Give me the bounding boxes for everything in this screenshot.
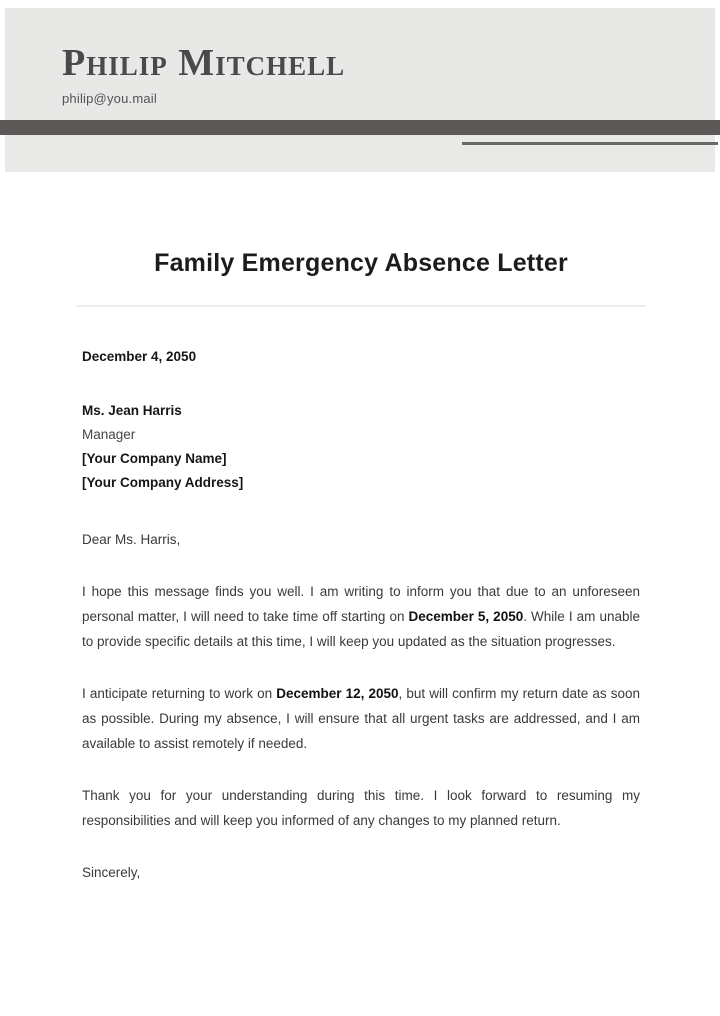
recipient-name: Ms. Jean Harris [82, 403, 182, 418]
letterhead [5, 8, 715, 120]
closing: Sincerely, [82, 865, 141, 880]
recipient-role: Manager [82, 427, 136, 442]
paragraph-1-text: I hope this message finds you well. I am writing to inform you that due to an unforeseen personal matter, I will need to take time off starting on [82, 584, 640, 624]
paragraph-1-bold-date: December 5, 2050 [408, 609, 524, 624]
recipient-company-address: [Your Company Address] [82, 475, 244, 490]
paragraph-1 [82, 579, 640, 654]
paragraph-2-text-after: , but will confirm my return date as soon as possible. During my absence, I will ensure that all urgent tasks are addressed, and I am available to assist remotely if needed. [82, 686, 640, 751]
header-divider-bar [0, 120, 720, 135]
accent-line [462, 142, 718, 145]
letter-date: December 4, 2050 [82, 349, 197, 364]
recipient-company-name: [Your Company Name] [82, 451, 227, 466]
paragraph-2 [82, 681, 640, 756]
sender-name: Philip Mitchell [62, 42, 346, 84]
letter-body [0, 248, 720, 885]
paragraph-3-text: Thank you for your understanding during this time. I look forward to resuming my responsibilities and will keep you informed of any changes to my planned return. [82, 788, 640, 828]
paragraph-2-bold-date: December 12, 2050 [276, 686, 399, 701]
sender-email: philip@you.mail [62, 91, 157, 106]
title-divider [76, 305, 646, 307]
paragraph-2-text: I anticipate returning to work on [82, 686, 277, 701]
paragraph-3 [82, 783, 640, 833]
letter-title: Family Emergency Absence Letter [154, 249, 568, 277]
paragraph-1-text-after: . While I am unable to provide specific details at this time, I will keep you updated as the situation progresses. [82, 609, 641, 649]
recipient-block [82, 399, 640, 495]
header-substrip [5, 135, 715, 172]
salutation: Dear Ms. Harris, [82, 532, 181, 547]
